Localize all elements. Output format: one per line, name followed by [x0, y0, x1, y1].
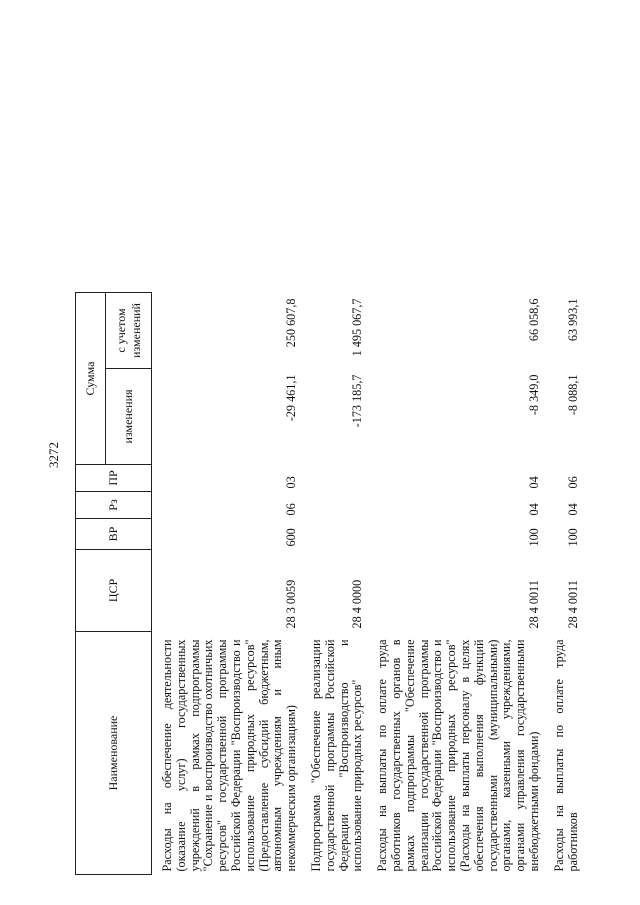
- row-vr: 100: [565, 528, 580, 547]
- header-total: с учетом изменений: [106, 292, 152, 368]
- page-number-text: 3272: [46, 442, 61, 468]
- table-row: [158, 29, 301, 874]
- table-row: [550, 29, 583, 874]
- header-name: Наименование: [76, 632, 152, 875]
- row-vr: [307, 519, 367, 550]
- row-csr: 28 4 0011: [565, 580, 580, 629]
- row-pr: [307, 465, 367, 492]
- header-change: изменения: [106, 369, 152, 465]
- row-rz: 06: [284, 503, 299, 516]
- header-empty-area: [76, 29, 152, 292]
- row-csr: 28 3 0059: [284, 579, 299, 629]
- row-change: -8 349,0: [526, 374, 541, 416]
- header-csr: ЦСР: [76, 550, 152, 632]
- row-total: 66 058,6: [526, 298, 541, 342]
- table-row: [373, 29, 544, 874]
- row-total: 63 993,1: [565, 298, 580, 342]
- row-rz: 04: [565, 503, 580, 516]
- row-change: -173 185,7: [350, 374, 365, 428]
- header-sum: Сумма: [76, 292, 106, 464]
- budget-table: [75, 29, 582, 875]
- row-name: Расходы на выплаты по оплате труда работников государственных органов в рамках подпрограммы "Обеспечение реализации государственной программы Российской Федерации "Воспроизводство и использование природных ресурсов" (Расходы на выплаты персоналу в целях обеспечения выполнения функций государственными (муниципальными) органами, казенными учреждениями, органами управления государственными внебюджетными фондами): [375, 639, 541, 872]
- row-csr: 28 4 0000: [350, 579, 365, 629]
- row-vr: 600: [284, 528, 299, 547]
- row-empty-area: [158, 29, 301, 292]
- row-csr: 28 4 0011: [526, 580, 541, 629]
- rotated-page: [75, 30, 615, 875]
- row-pr: 04: [526, 476, 541, 489]
- row-pr: 03: [284, 476, 299, 489]
- row-empty-area: [550, 29, 583, 292]
- header-vr: ВР: [76, 519, 152, 550]
- row-name: Расходы на выплаты по оплате труда работников: [551, 639, 580, 872]
- row-rz: 04: [526, 503, 541, 516]
- table-row: [307, 29, 367, 874]
- header-pr: ПР: [76, 465, 152, 492]
- row-name: Подпрограмма "Обеспечение реализации государственной программы Российской Федерации "Воспроизводство и использование природных ресурсов": [308, 639, 365, 872]
- row-empty-area: [373, 29, 544, 292]
- header-rz: Рз: [76, 492, 152, 519]
- row-total: 1 495 067,7: [350, 298, 365, 357]
- row-total: 250 607,8: [284, 298, 299, 348]
- row-name: Расходы на обеспечение деятельности (оказание услуг) государственных учреждений в рамках подпрограммы "Сохранение и воспроизводство охотничьих ресурсов" государственной программы Российской Федерации "Воспроизводство и использование природных ресурсов" (Предоставление субсидий бюджетным, автономным учреждениям и иным некоммерческим организациям): [160, 639, 299, 872]
- page-number: [48, 438, 60, 472]
- row-change: -29 461,1: [284, 374, 299, 422]
- row-vr: 100: [526, 528, 541, 547]
- row-pr: 06: [565, 476, 580, 489]
- row-rz: [307, 492, 367, 519]
- row-empty-area: [307, 29, 367, 292]
- row-change: -8 088,1: [565, 374, 580, 416]
